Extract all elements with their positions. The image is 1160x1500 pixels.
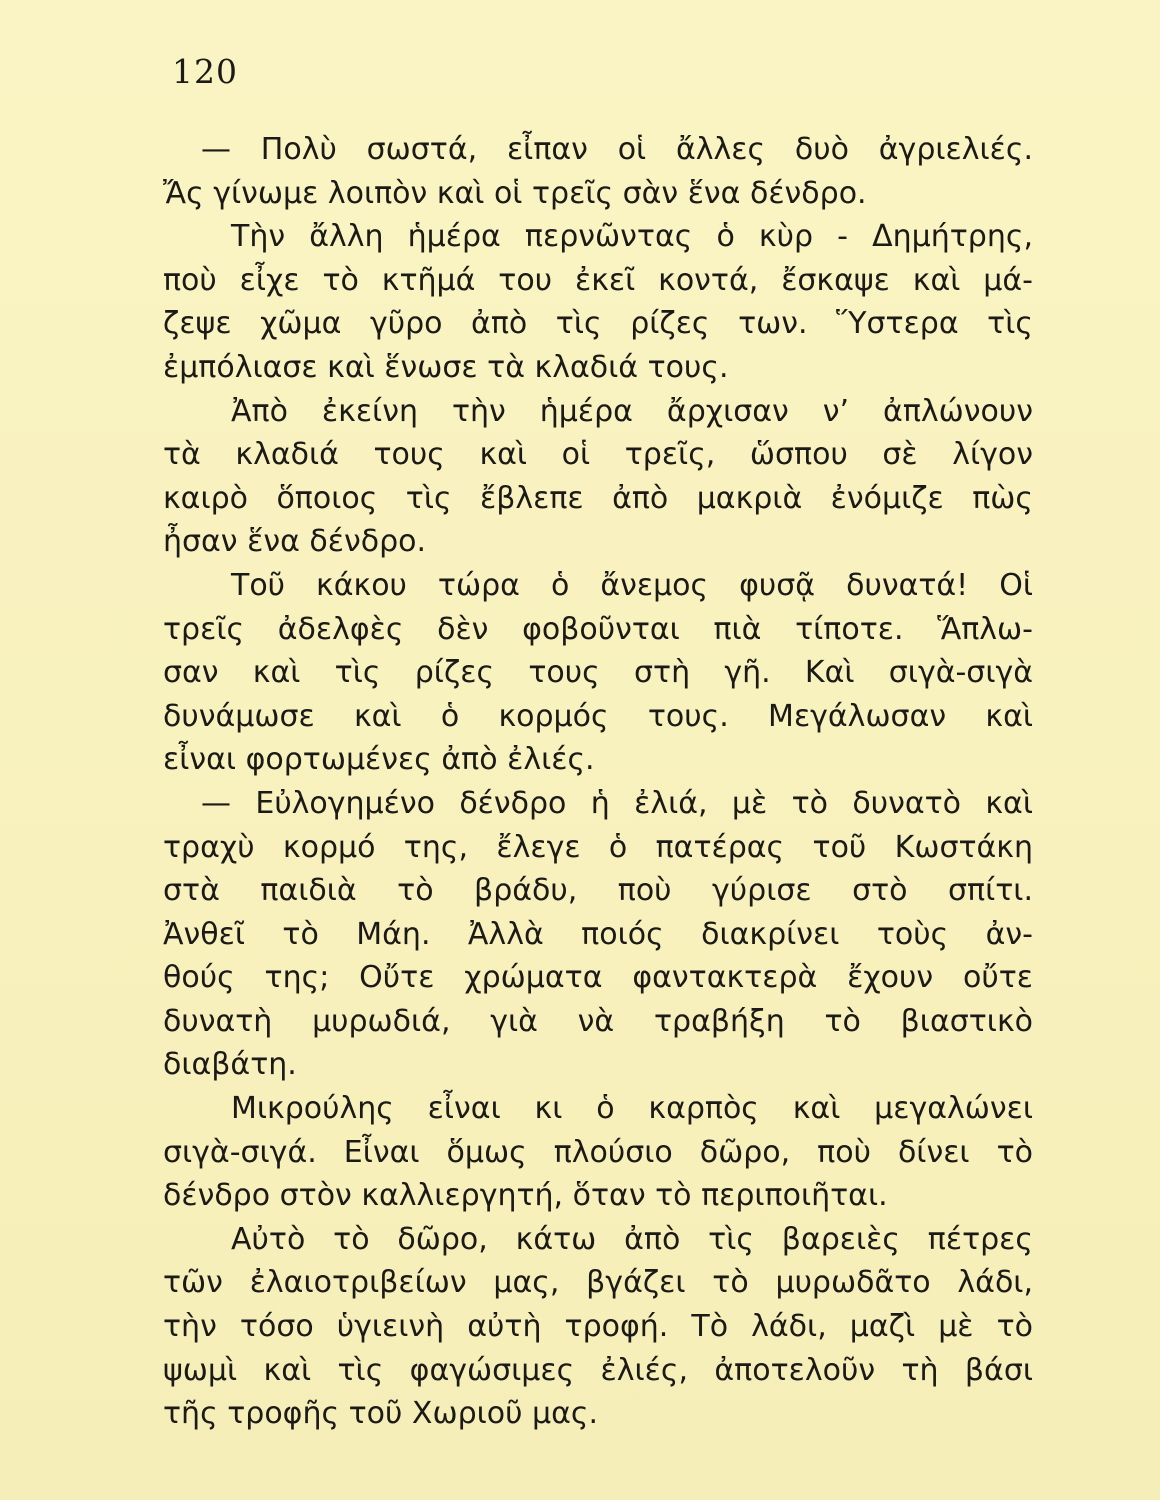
text-line: διαβάτη. xyxy=(163,1047,297,1083)
text-line: τὰ κλαδιά τους καὶ οἱ τρεῖς, ὥσπου σὲ λίγον xyxy=(163,437,1033,473)
text-line: σιγὰ-σιγά. Εἶναι ὅμως πλούσιο δῶρο, ποὺ δίνει τὸ xyxy=(163,1134,1033,1170)
text-line: καιρὸ ὅποιος τὶς ἔβλεπε ἀπὸ μακριὰ ἐνόμιζε πὼς xyxy=(163,480,1033,516)
text-line: τῆς τροφῆς τοῦ Χωριοῦ μας. xyxy=(163,1396,599,1432)
text-line: Τοῦ κάκου τώρα ὁ ἄνεμος φυσᾷ δυνατά! Οἱ xyxy=(231,567,1033,603)
text-line: Τὴν ἄλλη ἡμέρα περνῶντας ὁ κὺρ - Δημήτρης, xyxy=(231,219,1033,255)
text-line: Μικρούλης εἶναι κι ὁ καρπὸς καὶ μεγαλώνει xyxy=(231,1091,1033,1127)
text-line: — Πολὺ σωστά, εἶπαν οἱ ἄλλες δυὸ ἀγριελιές. xyxy=(201,132,1033,167)
text-line: τὴν τόσο ὑγιεινὴ αὐτὴ τροφή. Τὸ λάδι, μαζὶ μὲ τὸ xyxy=(163,1309,1033,1345)
text-line: τρεῖς ἀδελφὲς δὲν φοβοῦνται πιὰ τίποτε. Ἅπλω- xyxy=(163,611,1033,647)
page-number: 120 xyxy=(172,52,238,91)
text-line: εἶναι φορτωμένες ἀπὸ ἐλιές. xyxy=(163,742,595,778)
text-line: ψωμὶ καὶ τὶς φαγώσιμες ἐλιές, ἀποτελοῦν τὴ βάσι xyxy=(163,1352,1033,1388)
text-line: στὰ παιδιὰ τὸ βράδυ, ποὺ γύρισε στὸ σπίτι. xyxy=(163,873,1033,909)
text-line: ζεψε χῶμα γῦρο ἀπὸ τὶς ρίζες των. Ὕστερα τὶς xyxy=(163,306,1033,342)
text-line: δυνάμωσε καὶ ὁ κορμός τους. Μεγάλωσαν καὶ xyxy=(163,698,1033,734)
text-line: ἐμπόλιασε καὶ ἕνωσε τὰ κλαδιά τους. xyxy=(163,349,729,385)
text-line: ἦσαν ἕνα δένδρο. xyxy=(163,524,426,560)
text-line: τῶν ἐλαιοτριβείων μας, βγάζει τὸ μυρωδᾶτο λάδι, xyxy=(163,1265,1033,1301)
text-line: Ἀνθεῖ τὸ Μάη. Ἀλλὰ ποιός διακρίνει τοὺς ἀν- xyxy=(163,916,1033,952)
text-line: δυνατὴ μυρωδιά, γιὰ νὰ τραβήξη τὸ βιαστικὸ xyxy=(163,1003,1033,1039)
text-line: σαν καὶ τὶς ρίζες τους στὴ γῆ. Καὶ σιγὰ-σιγὰ xyxy=(163,655,1033,691)
text-line: — Εὐλογημένο δένδρο ἡ ἐλιά, μὲ τὸ δυνατὸ καὶ xyxy=(201,785,1033,821)
body-text xyxy=(163,128,1033,1436)
text-line: Αὐτὸ τὸ δῶρο, κάτω ἀπὸ τὶς βαρειὲς πέτρες xyxy=(231,1221,1033,1257)
text-line: θούς της; Οὔτε χρώματα φαντακτερὰ ἔχουν οὔτε xyxy=(163,960,1033,996)
text-line: τραχὺ κορμό της, ἔλεγε ὁ πατέρας τοῦ Κωστάκη xyxy=(163,829,1033,865)
text-line: δένδρο στὸν καλλιεργητή, ὅταν τὸ περιποιῆται. xyxy=(163,1178,888,1214)
text-line: Ἀπὸ ἐκείνη τὴν ἡμέρα ἄρχισαν ν’ ἀπλώνουν xyxy=(231,393,1033,429)
text-line: ποὺ εἶχε τὸ κτῆμά του ἐκεῖ κοντά, ἔσκαψε καὶ μά- xyxy=(163,262,1033,298)
text-line: Ἄς γίνωμε λοιπὸν καὶ οἱ τρεῖς σὰν ἕνα δένδρο. xyxy=(163,175,867,211)
